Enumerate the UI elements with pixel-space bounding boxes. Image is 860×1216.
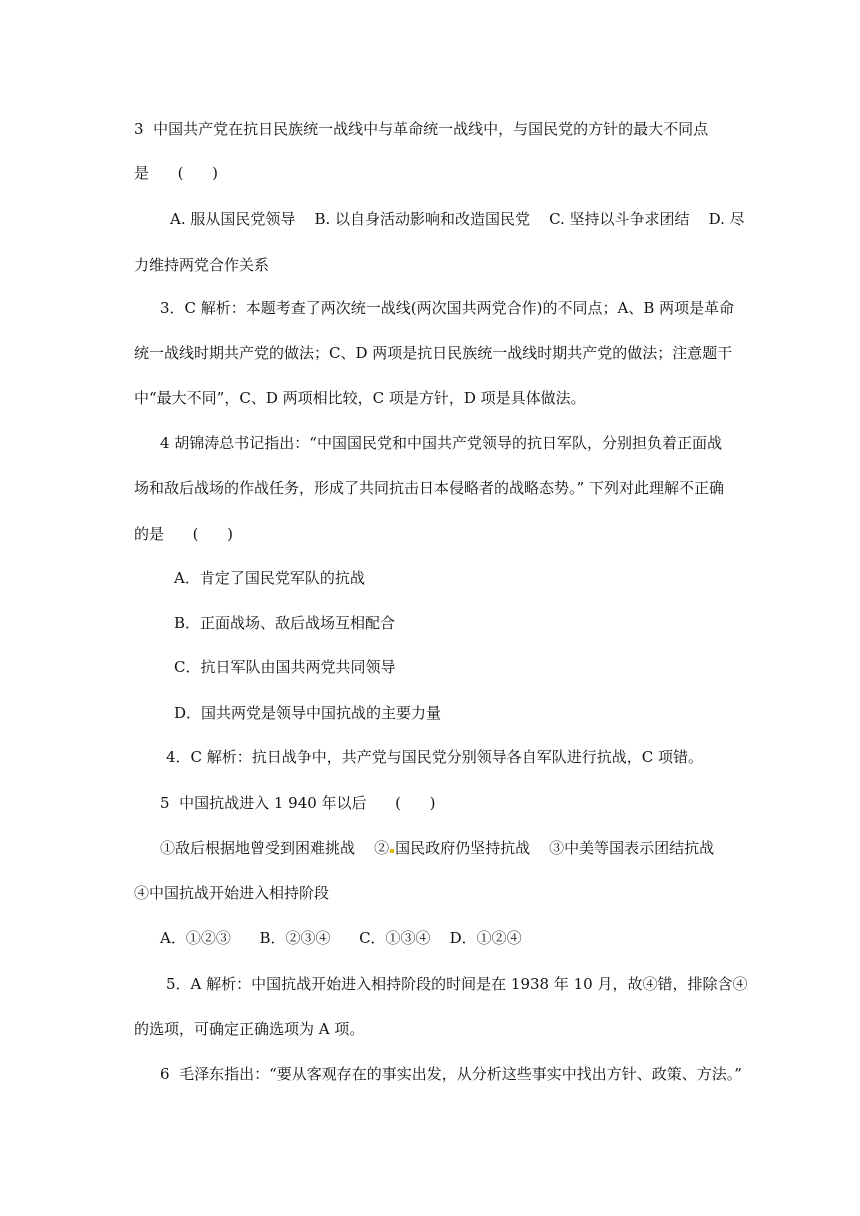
q4-stem-line2: 场和敌后战场的作战任务，形成了共同抗击日本侵略者的战略态势。” 下列对此理解不正确 bbox=[134, 479, 724, 497]
q4-answer: 4．C 解析：抗日战争中，共产党与国民党分别领导各自军队进行抗战，C 项错。 bbox=[166, 748, 704, 766]
q5-stem: 5 中国抗战进入 1 940 年以后 ( ) bbox=[160, 794, 436, 812]
q4-option-b: B．正面战场、敌后战场互相配合 bbox=[174, 614, 396, 632]
q5-items-line1 bbox=[160, 837, 860, 859]
q4-option-a: A．肯定了国民党军队的抗战 bbox=[174, 569, 365, 587]
q3-answer-line3: 中“最大不同”，C、D 两项相比较，C 项是方针，D 项是具体做法。 bbox=[134, 389, 586, 407]
q4-option-d: D．国共两党是领导中国抗战的主要力量 bbox=[174, 704, 442, 722]
q5-answer-line2: 的选项，可确定正确选项为 A 项。 bbox=[134, 1020, 365, 1038]
q4-option-c: C．抗日军队由国共两党共同领导 bbox=[174, 658, 396, 676]
q3-options-line2: 力维持两党合作关系 bbox=[134, 256, 270, 274]
q3-options-line1: A. 服从国民党领导 B. 以自身活动影响和改造国民党 C. 坚持以斗争求团结 D. 尽 bbox=[170, 210, 745, 228]
q5-items-line2: ④中国抗战开始进入相持阶段 bbox=[134, 884, 330, 902]
q3-stem-line2: 是 ( ) bbox=[134, 164, 218, 182]
q5-answer-line1: 5．A 解析：中国抗战开始进入相持阶段的时间是在 1938 年 10 月，故④错，排除含④ bbox=[166, 975, 748, 993]
q6-stem-line1: 6 毛泽东指出：“要从客观存在的事实出发，从分析这些事实中找出方针、政策、方法。” bbox=[160, 1065, 742, 1083]
q4-stem-line3: 的是 ( ) bbox=[134, 525, 233, 543]
highlight-mark-icon bbox=[390, 849, 394, 853]
q3-answer-line1: 3．C 解析：本题考查了两次统一战线(两次国共两党合作)的不同点；A、B 两项是革命 bbox=[160, 299, 735, 317]
q3-answer-line2: 统一战线时期共产党的做法；C、D 两项是抗日民族统一战线时期共产党的做法；注意题干 bbox=[134, 344, 733, 362]
q5-items-part2: 国民政府仍坚持抗战 ③中美等国表示团结抗战 bbox=[395, 839, 715, 857]
q4-stem-line1: 4 胡锦涛总书记指出：“中国国民党和中国共产党领导的抗日军队，分别担负着正面战 bbox=[160, 434, 722, 452]
q3-stem-line1: 3 中国共产党在抗日民族统一战线中与革命统一战线中，与国民党的方针的最大不同点 bbox=[134, 120, 709, 138]
q5-items-part1: ①敌后根据地曾受到困难挑战 ② bbox=[160, 839, 390, 857]
q5-options: A．①②③ B．②③④ C．①③④ D．①②④ bbox=[160, 929, 522, 947]
